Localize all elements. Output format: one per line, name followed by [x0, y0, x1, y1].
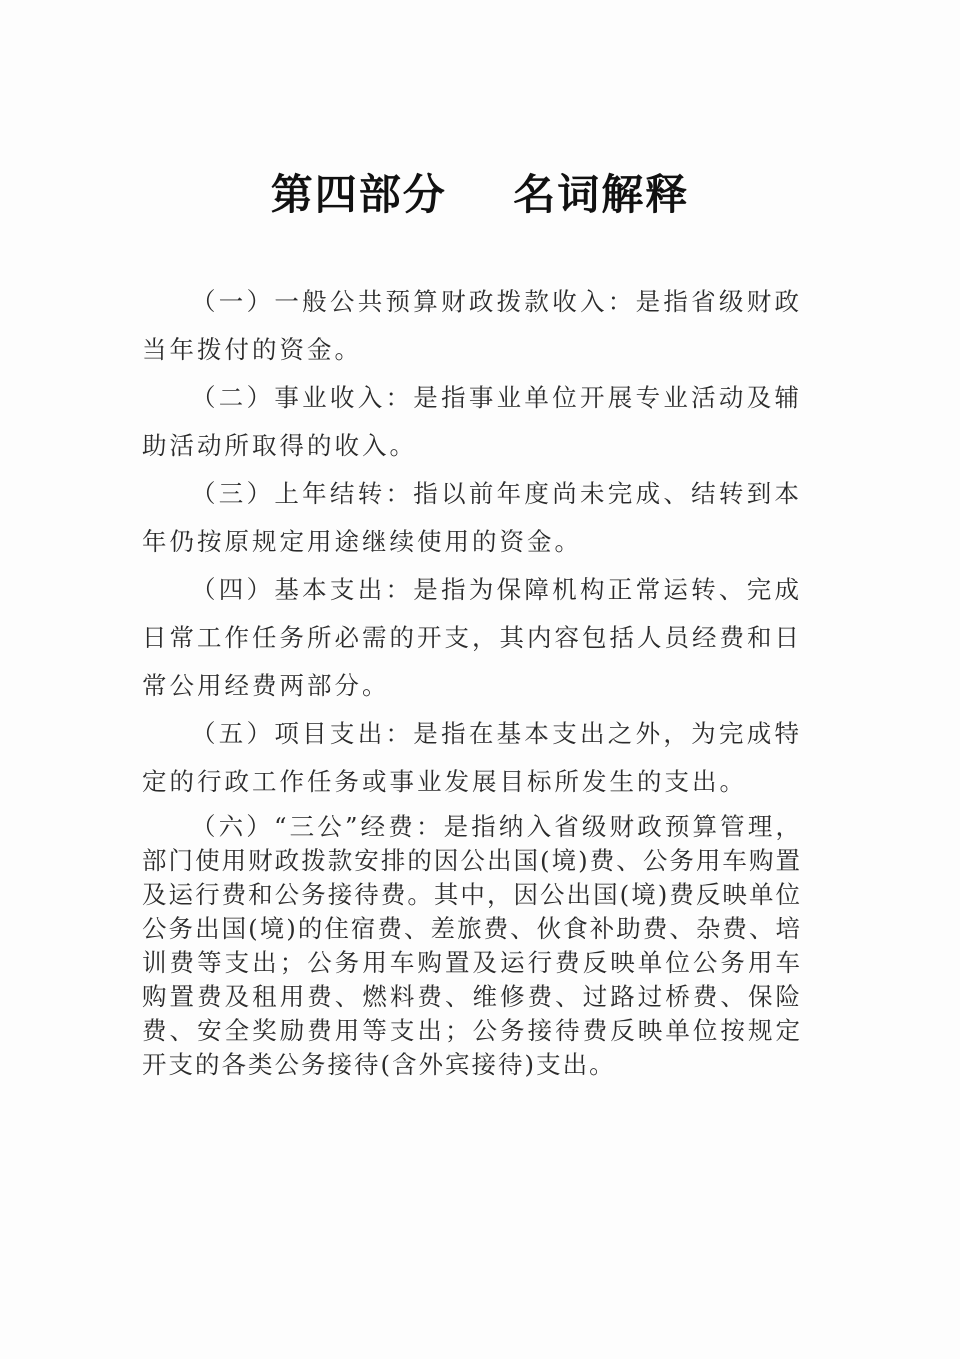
paragraph-basic-expenditure: （四）基本支出：是指为保障机构正常运转、完成日常工作任务所必需的开支，其内容包括人员经费和日常公用经费两部分。: [142, 575, 802, 700]
paragraph-project-expenditure: （五）项目支出：是指在基本支出之外，为完成特定的行政工作任务或事业发展目标所发生的支出。: [142, 719, 802, 796]
paragraph-general-budget-revenue: （一）一般公共预算财政拨款收入：是指省级财政当年拨付的资金。: [142, 287, 802, 364]
paragraph-business-revenue: （二）事业收入：是指事业单位开展专业活动及辅助活动所取得的收入。: [142, 383, 802, 460]
paragraph-three-public-expenses: （六）“三公”经费：是指纳入省级财政预算管理，部门使用财政拨款安排的因公出国(境)费、公务用车购置及运行费和公务接待费。其中，因公出国(境)费反映单位公务出国(境)的住宿费、差旅费、伙食补助费、杂费、培训费等支出；公务用车购置及运行费反映单位公务用车购置费及租用费、燃料费、维修费、过路过桥费、保险费、安全奖励费用等支出；公务接待费反映单位按规定开支的各类公务接待(含外宾接待)支出。: [142, 812, 802, 1079]
document-body: [142, 278, 802, 1082]
paragraph-prior-year-carryover: （三）上年结转：指以前年度尚未完成、结转到本年仍按原规定用途继续使用的资金。: [142, 479, 802, 556]
page-title: 第四部分 名词解释: [270, 170, 690, 219]
